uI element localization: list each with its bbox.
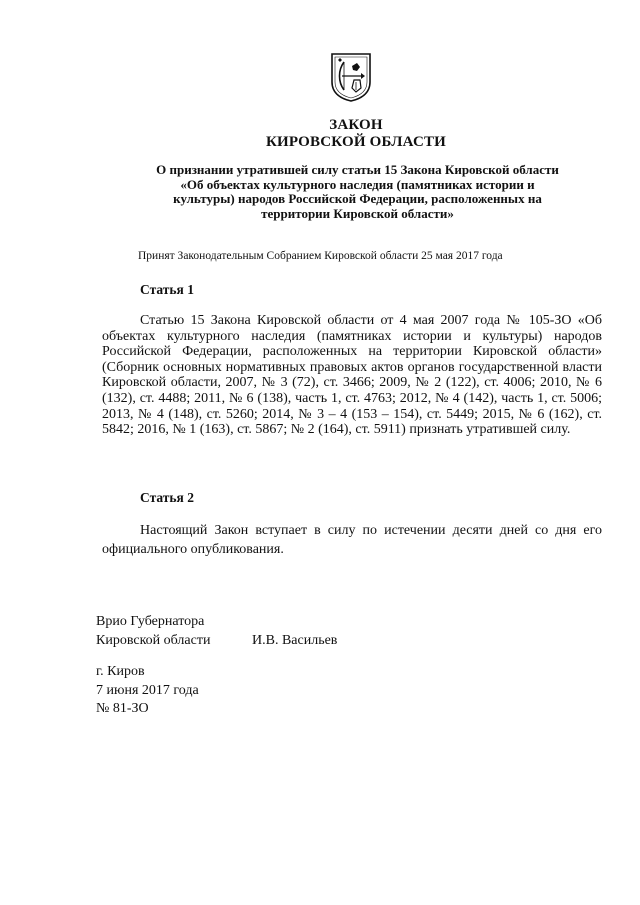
signing-date: 7 июня 2017 года (96, 682, 199, 698)
law-title: ЗАКОН (329, 117, 383, 133)
signatory-position-line1: Врио Губернатора (96, 614, 205, 629)
article-2-text: Настоящий Закон вступает в силу по истечении десяти дней со дня его официального опубликования. (102, 523, 602, 557)
signatory-name: И.В. Васильев (252, 633, 338, 648)
city: г. Киров (96, 664, 145, 679)
law-number: № 81-ЗО (96, 701, 149, 716)
law-subject: О признании утратившей силу статьи 15 Закона Кировской области «Об объектах культурного наследия (памятниках истории и культуры) народов Российской Федерации, расположенных на территории Кировской области» (156, 162, 559, 221)
adoption-note: Принят Законодательным Собранием Кировской области 25 мая 2017 года (138, 250, 503, 262)
region-title: КИРОВСКОЙ ОБЛАСТИ (265, 134, 447, 150)
article-2-heading: Статья 2 (140, 490, 194, 505)
signatory-position (96, 612, 210, 650)
place-date-number (96, 663, 199, 719)
kirov-coat-of-arms-icon (330, 52, 372, 102)
article-1-heading: Статья 1 (140, 282, 194, 297)
signatory-position-line2: Кировской области (96, 633, 211, 648)
article-1-text: Статью 15 Закона Кировской области от 4 мая 2007 года № 105-ЗО «Об объектах культурного наследия (памятниках истории и культуры) народов Российской Федерации, расположенных на территории Кировской области» (Сборник основных нормативных правовых актов органов государственной власти Кировской области, 2007, № 3 (72), ст. 3466; 2009, № 2 (122), ст. 4006; 2010, № 6 (132), ст. 4488; 2011, № 6 (138), часть 1, ст. 4763; 2012, № 4 (142), часть 1, ст. 5006; 2013, № 4 (148), ст. 5260; 2014, № 3 – 4 (153 – 154), ст. 5449; 2015, № 6 (162), ст. 5842; 2016, № 1 (163), ст. 5867; № 2 (164), ст. 5911) признать утратившей силу. (102, 313, 602, 438)
